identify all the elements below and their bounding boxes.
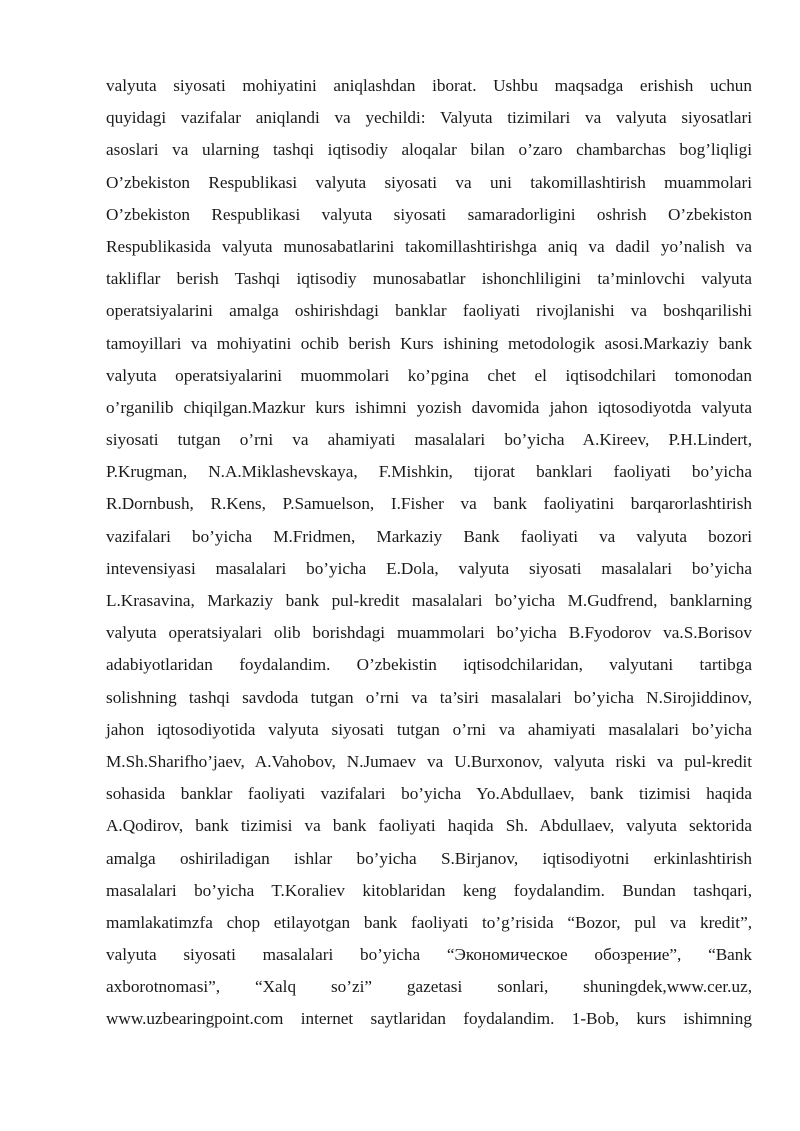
text-line: P.Krugman, N.A.Miklashevskaya, F.Mishkin, tijorat banklari faoliyati bo’yicha <box>106 462 752 482</box>
text-line: Respublikasida valyuta munosabatlarini takomillashtirishga aniq va dadil yo’nalish va <box>106 236 752 256</box>
text-line: masalalari bo’yicha T.Koraliev kitoblaridan keng foydalandim. Bundan tashqari, <box>106 880 752 900</box>
text-line: valyuta operatsiyalari olib borishdagi muammolari bo’yicha B.Fyodorov va.S.Borisov <box>106 623 752 643</box>
text-line: intevensiyasi masalalari bo’yicha E.Dola, valyuta siyosati masalalari bo’yicha <box>106 558 752 578</box>
text-line: amalga oshiriladigan ishlar bo’yicha S.Birjanov, iqtisodiyotni erkinlashtirish <box>106 848 752 868</box>
document-body <box>106 70 752 1036</box>
text-line: www.uzbearingpoint.com internet saytlaridan foydalandim. 1-Bob, kurs ishimning <box>106 1009 752 1029</box>
text-line: vazifalari bo’yicha M.Fridmen, Markaziy Bank faoliyati va valyuta bozori <box>106 526 752 546</box>
text-line: quyidagi vazifalar aniqlandi va yechildi: Valyuta tizimilari va valyuta siyosatlari <box>106 108 752 128</box>
text-line: takliflar berish Tashqi iqtisodiy munosabatlar ishonchliligini ta’minlovchi valyuta <box>106 269 752 289</box>
text-line: axborotnomasi”, “Xalq so’zi” gazetasi sonlari, shuningdek,www.cer.uz, <box>106 977 752 997</box>
text-line: R.Dornbush, R.Kens, P.Samuelson, I.Fisher va bank faoliyatini barqarorlashtirish <box>106 494 752 514</box>
text-line: O’zbekiston Respublikasi valyuta siyosati samaradorligini oshrish O’zbekiston <box>106 204 752 224</box>
text-line: mamlakatimzfa chop etilayotgan bank faoliyati to’g’risida “Bozor, pul va kredit”, <box>106 912 752 932</box>
text-line: o’rganilib chiqilgan.Mazkur kurs ishimni yozish davomida jahon iqtosodiyotda valyuta <box>106 397 752 417</box>
text-line: L.Krasavina, Markaziy bank pul-kredit masalalari bo’yicha M.Gudfrend, banklarning <box>106 591 752 610</box>
text-line: valyuta siyosati masalalari bo’yicha “Экономическое обозрение”, “Bank <box>106 945 752 965</box>
text-line: M.Sh.Sharifho’jaev, A.Vahobov, N.Jumaev va U.Burxonov, valyuta riski va pul-kredit <box>106 751 752 771</box>
text-line: valyuta siyosati mohiyatini aniqlashdan iborat. Ushbu maqsadga erishish uchun <box>106 76 752 95</box>
text-line: operatsiyalarini amalga oshirishdagi banklar faoliyati rivojlanishi va boshqarilishi <box>106 301 752 321</box>
text-line: O’zbekiston Respublikasi valyuta siyosati va uni takomillashtirish muammolari <box>106 172 752 192</box>
text-line: siyosati tutgan o’rni va ahamiyati masalalari bo’yicha A.Kireev, P.H.Lindert, <box>106 430 752 450</box>
text-line: A.Qodirov, bank tizimisi va bank faoliyati haqida Sh. Abdullaev, valyuta sektorida <box>106 816 752 836</box>
text-line: asoslari va ularning tashqi iqtisodiy aloqalar bilan o’zaro chambarchas bog’liqligi <box>106 140 752 160</box>
text-line: tamoyillari va mohiyatini ochib berish Kurs ishining metodologik asosi.Markaziy bank <box>106 333 752 353</box>
text-line: sohasida banklar faoliyati vazifalari bo’yicha Yo.Abdullaev, bank tizimisi haqida <box>106 784 752 804</box>
text-line: valyuta operatsiyalarini muommolari ko’pgina chet el iqtisodchilari tomonodan <box>106 365 752 385</box>
text-line: solishning tashqi savdoda tutgan o’rni va ta’siri masalalari bo’yicha N.Sirojiddinov, <box>106 687 752 707</box>
text-line: adabiyotlaridan foydalandim. O’zbekistin iqtisodchilaridan, valyutani tartibga <box>106 655 752 675</box>
text-line: jahon iqtosodiyotida valyuta siyosati tutgan o’rni va ahamiyati masalalari bo’yicha <box>106 719 752 739</box>
